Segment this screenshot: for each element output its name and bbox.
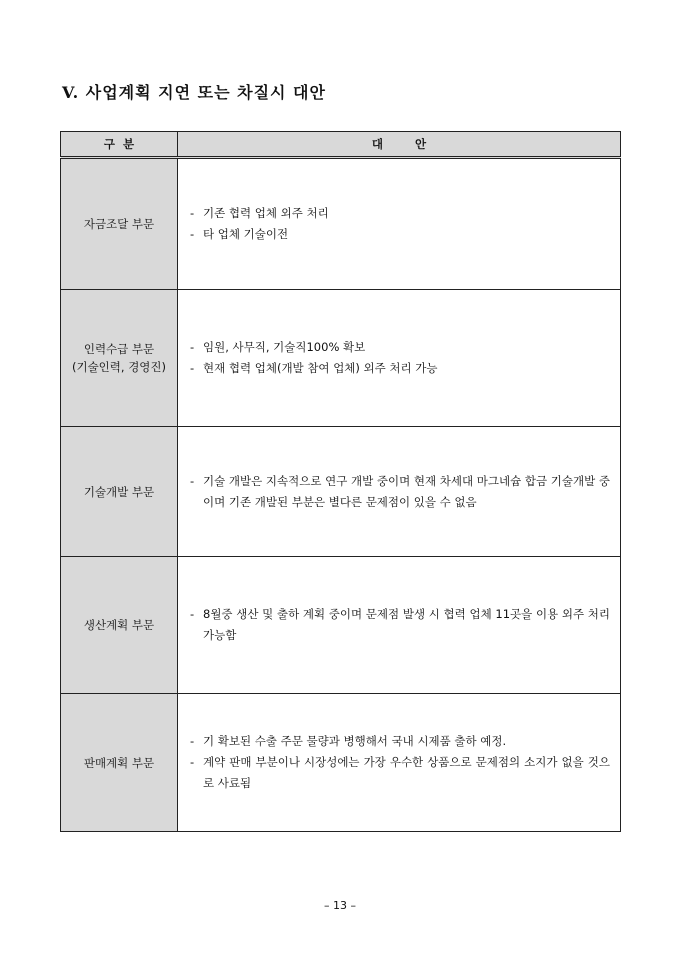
header-category: 구 분 <box>61 132 178 158</box>
plan-item: - 8월중 생산 및 출하 계획 중이며 문제점 발생 시 협력 업체 11곳을 이용 외주 처리 가능함 <box>190 607 610 642</box>
row-plan <box>178 694 621 832</box>
table-header-row <box>61 132 621 158</box>
plan-item: - 기 확보된 수출 주문 물량과 병행해서 국내 시제품 출하 예정. <box>190 734 507 748</box>
table-row <box>61 427 621 557</box>
table-row <box>61 290 621 427</box>
row-category: 기술개발 부문 <box>61 427 178 557</box>
plan-item: - 계약 판매 부분이나 시장성에는 가장 우수한 상품으로 문제점의 소지가 없을 것으로 사료됨 <box>190 755 610 790</box>
row-plan <box>178 557 621 694</box>
plan-item: - 기존 협력 업체 외주 처리 <box>190 206 329 220</box>
row-plan <box>178 290 621 427</box>
row-category: 자금조달 부문 <box>61 158 178 290</box>
table-row <box>61 557 621 694</box>
row-category: 판매계획 부문 <box>61 694 178 832</box>
row-category: 생산계획 부문 <box>61 557 178 694</box>
contingency-plan-table <box>60 131 621 832</box>
row-plan <box>178 427 621 557</box>
table-row <box>61 694 621 832</box>
row-category: 인력수급 부문 (기술인력, 경영진) <box>61 290 178 427</box>
page-number: – 13 – <box>324 899 356 912</box>
header-plan: 대 안 <box>178 132 621 158</box>
table-row <box>61 158 621 290</box>
plan-item: - 현재 협력 업체(개발 참여 업체) 외주 처리 가능 <box>190 361 438 375</box>
plan-item: - 임원, 사무직, 기술직100% 확보 <box>190 340 366 354</box>
plan-item: - 기술 개발은 지속적으로 연구 개발 중이며 현재 차세대 마그네슘 합금 기술개발 중이며 기존 개발된 부분은 별다른 문제점이 있을 수 없음 <box>190 473 610 509</box>
section-title: V. 사업계획 지연 또는 차질시 대안 <box>62 83 326 102</box>
plan-item: - 타 업체 기술이전 <box>190 227 289 241</box>
row-plan <box>178 158 621 290</box>
